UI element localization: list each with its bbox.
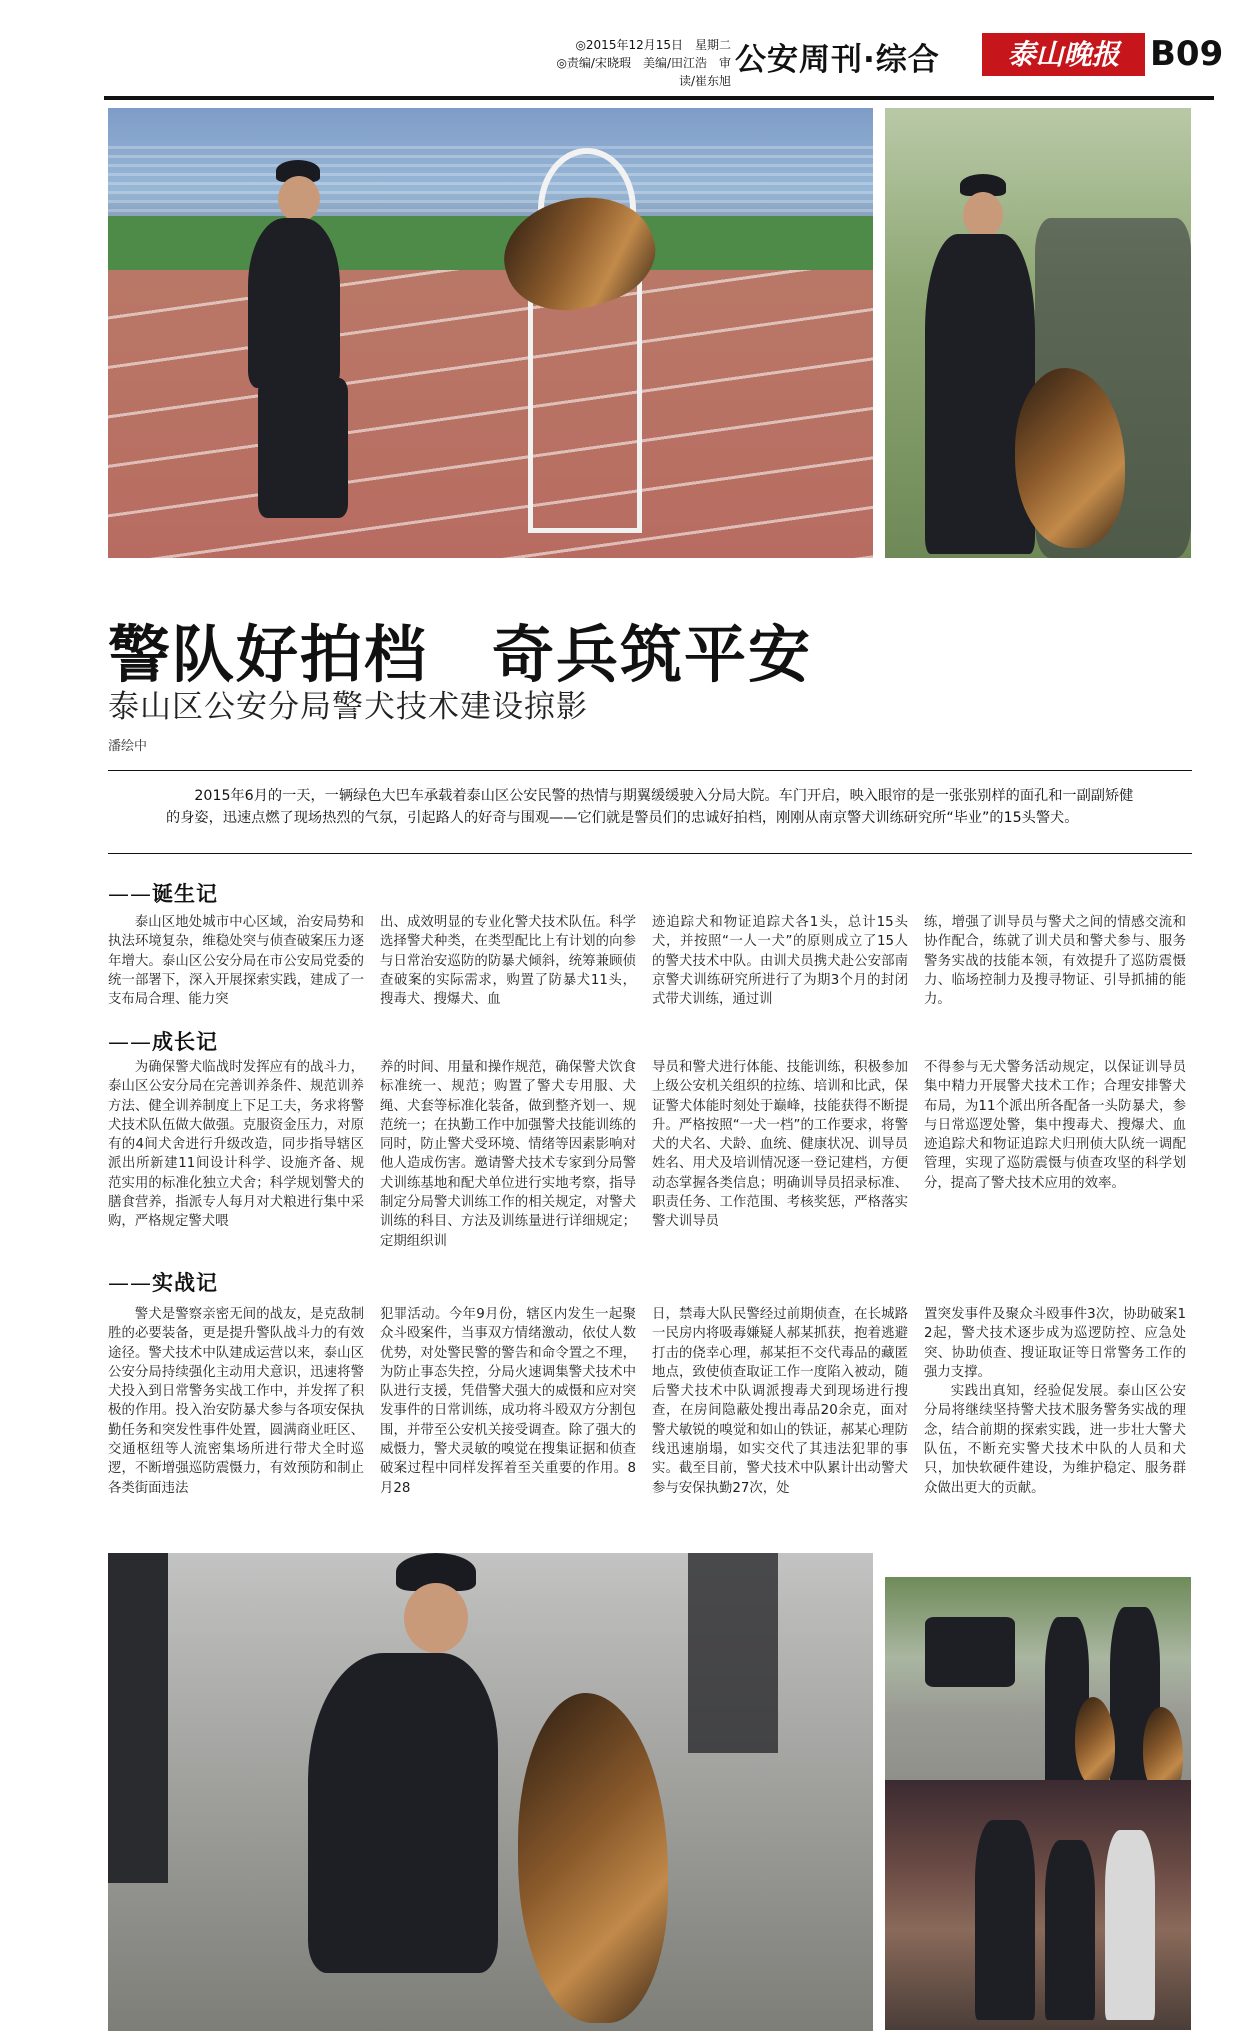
paragraph: 导员和警犬进行体能、技能训练，积极参加上级公安机关组织的拉练、培训和比武，保证警犬体能时刻处于巅峰，技能获得不断提升。严格按照“一犬一档”的工作要求，将警犬的犬名、犬龄、血统、健康状况、训导员姓名、用犬及培训情况逐一登记建档，方便动态掌握各类信息；明确训导员招录标准、职责任务、工作范围、考核奖惩，严格落实警犬训导员 bbox=[652, 1060, 908, 1230]
intro-top-rule bbox=[108, 770, 1192, 771]
header-rule bbox=[104, 96, 1214, 100]
photo-lineup bbox=[885, 1577, 1191, 1807]
section-growth-col-2 bbox=[380, 1058, 636, 1251]
background-legs-right bbox=[688, 1553, 778, 1753]
section-birth-col-1 bbox=[108, 913, 364, 1009]
running-track bbox=[108, 270, 873, 558]
section-combat-col-3 bbox=[652, 1305, 908, 1498]
section-title: 公安周刊·综合 bbox=[735, 42, 940, 78]
paragraph: 练，增强了训导员与警犬之间的情感交流和协作配合，练就了训犬员和警犬参与、服务警务实战的技能本领，有效提升了巡防震慑力、临场控制力及搜寻物证、引导抓捕的能力。 bbox=[924, 915, 1186, 1008]
photo-handler-standing bbox=[885, 108, 1191, 558]
editor-line: ◎责编/宋晓瑕 美编/田江浩 审读/崔东旭 bbox=[556, 56, 731, 88]
header-meta bbox=[556, 36, 731, 90]
officer-row bbox=[925, 1617, 1015, 1687]
section-dash: —— bbox=[108, 1271, 152, 1295]
patrol-officer-1 bbox=[975, 1820, 1035, 2020]
headline: 警队好拍档 奇兵筑平安 bbox=[108, 618, 813, 691]
field-strip bbox=[108, 216, 873, 270]
section-birth-col-3 bbox=[652, 913, 908, 1009]
section-heading: 诞生记 bbox=[152, 882, 218, 906]
section-heading: 实战记 bbox=[152, 1271, 218, 1295]
section-birth-col-2 bbox=[380, 913, 636, 1009]
photo-night-patrol bbox=[885, 1780, 1191, 2030]
paragraph: 不得参与无犬警务活动规定，以保证训导员集中精力开展警犬技术工作；合理安排警犬布局，为11个派出所各配备一头防暴犬，参与日常巡逻处警，集中搜毒犬、搜爆犬、血迹追踪犬和物证追踪犬归刑侦大队统一调配管理，实现了巡防震慑与侦查攻坚的科学划分，提高了警犬技术应用的效率。 bbox=[924, 1060, 1186, 1191]
officer-head bbox=[963, 192, 1003, 238]
handler-head bbox=[404, 1583, 468, 1653]
section-growth-col-3 bbox=[652, 1058, 908, 1232]
paragraph: 犯罪活动。今年9月份，辖区内发生一起聚众斗殴案件，当事双方情绪激动，依仗人数优势，对处警民警的警告和命令置之不理，为防止事态失控，分局火速调集警犬技术中队进行支援，凭借警犬强大的威慑和应对突发事件的日常训练，成功将斗殴双方分割包围，并带至公安机关接受调查。除了强大的威慑力，警犬灵敏的嗅觉在搜集证据和侦查破案过程中同样发挥着至关重要的作用。8月28 bbox=[380, 1307, 636, 1496]
handler-head bbox=[278, 176, 320, 222]
intro-paragraph: 2015年6月的一天，一辆绿色大巴车承载着泰山区公安民警的热情与期翼缓缓驶入分局大院。车门开启，映入眼帘的是一张张别样的面孔和一副副矫健的身姿，迅速点燃了现场热烈的气氛，引起路人的好奇与围观——它们就是警员们的忠诚好拍档，刚刚从南京警犬训练研究所“毕业”的15头警犬。 bbox=[166, 788, 1134, 826]
paragraph: 养的时间、用量和操作规范，确保警犬饮食标准统一、规范；购置了警犬专用服、犬绳、犬套等标准化装备，做到整齐划一、规范统一；在执勤工作中加强警犬技能训练的同时，防止警犬受环境、情绪等因素影响对他人造成伤害。邀请警犬技术专家到分局警犬训练基地和配犬单位进行实地考察，指导制定分局警犬训练工作的相关规定，对警犬训练的科目、方法及训练量进行详细规定；定期组织训 bbox=[380, 1060, 636, 1249]
section-birth-col-4 bbox=[924, 913, 1186, 1009]
newspaper-logo: 泰山晚报 bbox=[982, 33, 1145, 76]
handler-body bbox=[248, 218, 340, 388]
paragraph: 警犬是警察亲密无间的战友，是克敌制胜的必要装备，更是提升警队战斗力的有效途径。警犬技术中队建成运营以来，泰山区公安分局持续强化主动用犬意识，迅速将警犬投入到日常警务实战工作中，并发挥了积极的作用。投入治安防暴犬参与各项安保执勤任务和突发性事件处置，圆满商业旺区、交通枢纽等人流密集场所进行带犬全时巡逻，不断增强巡防震慑力，有效预防和制止各类街面违法 bbox=[108, 1307, 364, 1496]
section-heading: 成长记 bbox=[152, 1030, 218, 1054]
section-growth-col-4 bbox=[924, 1058, 1186, 1193]
photo-handler-crouching bbox=[108, 1553, 873, 2031]
paragraph: 迹追踪犬和物证追踪犬各1头，总计15头犬，并按照“一人一犬”的原则成立了15人的警犬技术中队。由训犬员携犬赴公安部南京警犬训练研究所进行了为期3个月的封闭式带犬训练，通过训 bbox=[652, 915, 908, 1008]
section-combat-col-4 bbox=[924, 1305, 1186, 1498]
section-title-growth bbox=[108, 1026, 218, 1056]
paragraph: 日，禁毒大队民警经过前期侦查，在长城路一民房内将吸毒嫌疑人郝某抓获，抱着逃避打击的侥幸心理，郝某拒不交代毒品的藏匿地点，致使侦查取证工作一度陷入被动，随后警犬技术中队调派搜毒犬到现场进行搜查，在房间隐蔽处搜出毒品20余克，面对警犬敏锐的嗅觉和如山的铁证，郝某心理防线迅速崩塌，如实交代了其违法犯罪的事实。截至目前，警犬技术中队累计出动警犬参与安保执勤27次，处 bbox=[652, 1307, 908, 1496]
subheadline: 泰山区公安分局警犬技术建设掠影 bbox=[108, 689, 588, 725]
section-dash: —— bbox=[108, 882, 152, 906]
section-title-birth bbox=[108, 878, 218, 908]
patrol-officer-2 bbox=[1045, 1840, 1095, 2020]
photo-hoop-jump bbox=[108, 108, 873, 558]
section-title-combat bbox=[108, 1267, 218, 1297]
hurdle-frame bbox=[528, 278, 642, 533]
intro-bottom-rule bbox=[108, 853, 1192, 854]
section-growth-col-1 bbox=[108, 1058, 364, 1232]
handler-body bbox=[308, 1653, 498, 1973]
paragraph: 出、成效明显的专业化警犬技术队伍。科学选择警犬种类，在类型配比上有计划的向参与日常治安巡防的防暴犬倾斜，统筹兼顾侦查破案的实际需求，购置了防暴犬11头，搜毒犬、搜爆犬、血 bbox=[380, 915, 636, 1008]
paragraph: 实践出真知，经验促发展。泰山区公安分局将继续坚持警犬技术服务警务实战的理念，结合前期的探索实践，进一步壮大警犬队伍，不断充实警犬技术中队的人员和犬只，加快软硬件建设，为维护稳定、服务群众做出更大的贡献。 bbox=[924, 1384, 1186, 1496]
paragraph: 为确保警犬临战时发挥应有的战斗力，泰山区公安分局在完善训养条件、规范训养方法、健全训养制度上下足工夫，务求将警犬技术队伍做大做强。克服资金压力，对原有的4间犬舍进行升级改造，同步指导辖区派出所新建11间设计科学、设施齐备、规范实用的标准化独立犬舍；科学规划警犬的膳食营养，指派专人每月对犬粮进行集中采购，严格规定警犬喂 bbox=[108, 1060, 364, 1230]
date-line: ◎2015年12月15日 星期二 bbox=[575, 38, 731, 52]
byline: 潘绘中 bbox=[108, 739, 148, 754]
background-legs-left bbox=[108, 1553, 168, 1883]
section-combat-col-2 bbox=[380, 1305, 636, 1498]
section-combat-col-1 bbox=[108, 1305, 364, 1498]
paragraph: 置突发事件及聚众斗殴事件3次，协助破案12起，警犬技术逐步成为巡逻防控、应急处突、协助侦查、搜证取证等日常警务工作的强力支撑。 bbox=[924, 1307, 1186, 1380]
page-number: B09 bbox=[1150, 34, 1224, 74]
patrol-officer-3 bbox=[1105, 1830, 1155, 2020]
section-dash: —— bbox=[108, 1030, 152, 1054]
paragraph: 泰山区地处城市中心区域，治安局势和执法环境复杂，维稳处突与侦查破案压力逐年增大。泰山区公安分局在市公安局党委的统一部署下，深入开展探索实践，建成了一支布局合理、能力突 bbox=[108, 915, 364, 1008]
handler-legs bbox=[258, 378, 348, 518]
officer-body bbox=[925, 234, 1035, 554]
